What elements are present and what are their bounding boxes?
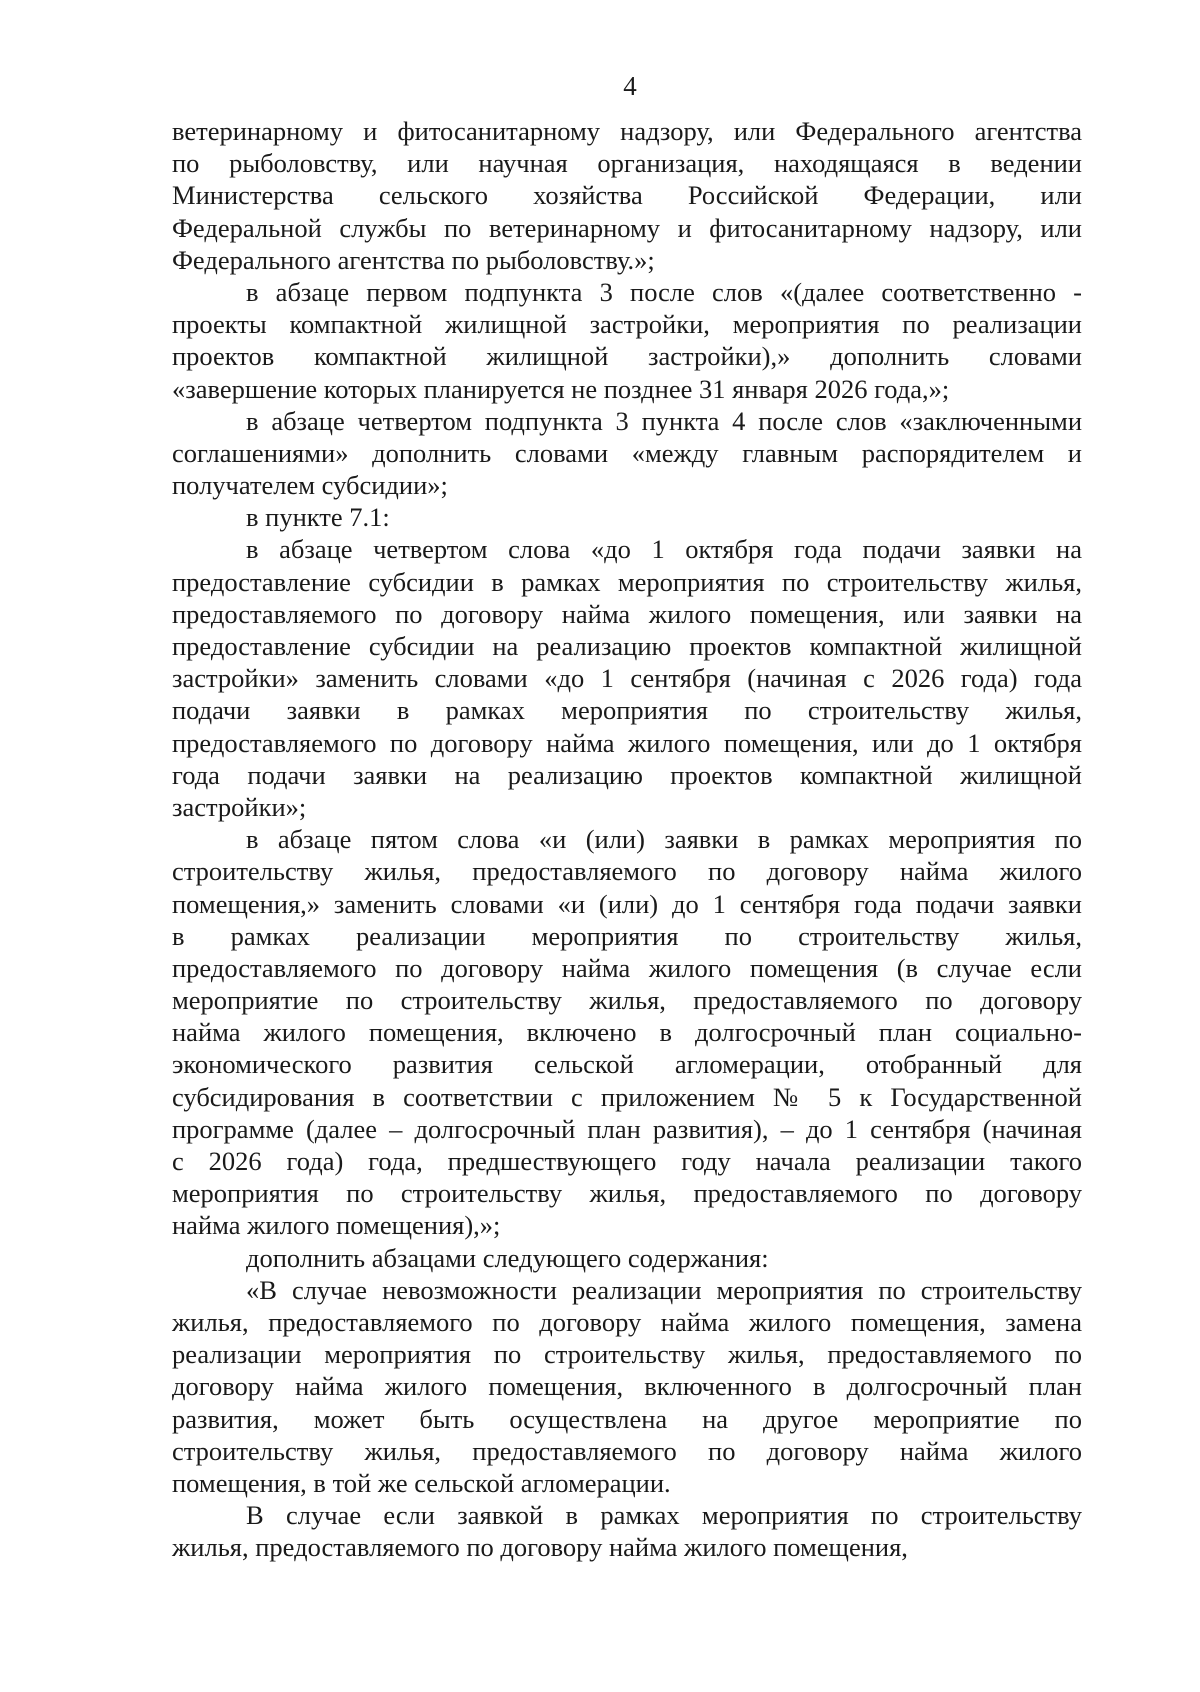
text-line: развития, может быть осуществлена на другое мероприятие по [172, 1403, 1082, 1434]
text-line: найма жилого помещения),»; [172, 1210, 501, 1241]
text-line: застройки»; [172, 791, 307, 822]
text-line: соглашениями» дополнить словами «между главным распорядителем и [172, 437, 1082, 468]
text-line: года подачи заявки на реализацию проектов компактной жилищной [172, 759, 1082, 790]
text-line: проекты компактной жилищной застройки, мероприятия по реализации [172, 309, 1082, 340]
text-line: в пункте 7.1: [246, 502, 390, 533]
text-line: в рамках реализации мероприятия по строительству жилья, [172, 920, 1082, 951]
text-line: получателем субсидии»; [172, 470, 448, 501]
text-line: в абзаце четвертом подпункта 3 пункта 4 после слов «заключенными [246, 405, 1082, 436]
text-line: мероприятия по строительству жилья, предоставляемого по договору [172, 1178, 1082, 1209]
paragraph-p2 [172, 276, 1082, 405]
text-line: в абзаце первом подпункта 3 после слов «(далее соответственно - [246, 276, 1082, 307]
text-line: реализации мероприятия по строительству жилья, предоставляемого по [172, 1339, 1082, 1370]
text-line: Федерального агентства по рыболовству.»; [172, 244, 655, 275]
paragraph-p5 [172, 533, 1082, 823]
paragraph-p1 [172, 115, 1082, 276]
paragraph-p8 [172, 1274, 1082, 1499]
text-line: ветеринарному и фитосанитарному надзору, или Федерального агентства [172, 116, 1082, 146]
text-line: «В случае невозможности реализации мероприятия по строительству [246, 1274, 1082, 1305]
text-line: предоставляемого по договору найма жилого помещения (в случае если [172, 952, 1082, 983]
text-line: предоставление субсидии на реализацию проектов компактной жилищной [172, 631, 1082, 661]
paragraph-p9 [172, 1499, 1082, 1563]
text-line: В случае если заявкой в рамках мероприятия по строительству [246, 1500, 1082, 1531]
text-line: предоставляемого по договору найма жилого помещения, или до 1 октября [172, 727, 1082, 758]
text-line: в абзаце четвертом слова «до 1 октября года подачи заявки на [246, 534, 1082, 565]
text-line: подачи заявки в рамках мероприятия по строительству жилья, [172, 695, 1082, 726]
text-line: предоставляемого по договору найма жилого помещения, или заявки на [172, 598, 1082, 629]
paragraph-p3 [172, 405, 1082, 502]
text-line: предоставление субсидии в рамках мероприятия по строительству жилья, [172, 566, 1082, 597]
text-line: субсидирования в соответствии с приложением № 5 к Государственной [172, 1081, 1082, 1112]
text-line: с 2026 года) года, предшествующего году начала реализации такого [172, 1146, 1082, 1176]
text-line: программе (далее – долгосрочный план развития), – до 1 сентября (начиная [172, 1113, 1082, 1144]
text-line: жилья, предоставляемого по договору найма жилого помещения, замена [172, 1306, 1082, 1337]
text-line: мероприятие по строительству жилья, предоставляемого по договору [172, 985, 1082, 1016]
text-line: экономического развития сельской агломерации, отобранный для [172, 1049, 1082, 1080]
text-line: найма жилого помещения, включено в долгосрочный план социально- [172, 1017, 1082, 1048]
text-line: жилья, предоставляемого по договору найма жилого помещения, [172, 1532, 908, 1563]
text-line: дополнить абзацами следующего содержания: [246, 1242, 769, 1273]
text-line: строительству жилья, предоставляемого по договору найма жилого [172, 856, 1082, 887]
text-line: проектов компактной жилищной застройки),» дополнить словами [172, 341, 1082, 372]
page-number: 4 [623, 71, 637, 101]
text-line: договору найма жилого помещения, включенного в долгосрочный план [172, 1371, 1082, 1402]
text-line: в абзаце пятом слова «и (или) заявки в рамках мероприятия по [246, 824, 1082, 855]
text-line: помещения, в той же сельской агломерации. [172, 1467, 671, 1498]
text-line: Министерства сельского хозяйства Российской Федерации, или [172, 180, 1082, 211]
text-line: помещения,» заменить словами «и (или) до 1 сентября года подачи заявки [172, 888, 1082, 919]
text-line: «завершение которых планируется не позднее 31 января 2026 года,»; [172, 373, 950, 404]
text-line: Федеральной службы по ветеринарному и фитосанитарному надзору, или [172, 212, 1082, 243]
paragraph-p4 [172, 501, 1082, 533]
document-body [172, 115, 1082, 1563]
text-line: застройки» заменить словами «до 1 сентября (начиная с 2026 года) года [172, 663, 1082, 694]
text-line: по рыболовству, или научная организация, находящаяся в ведении [172, 148, 1082, 179]
text-line: строительству жилья, предоставляемого по договору найма жилого [172, 1435, 1082, 1466]
paragraph-p6 [172, 823, 1082, 1241]
paragraph-p7 [172, 1242, 1082, 1274]
